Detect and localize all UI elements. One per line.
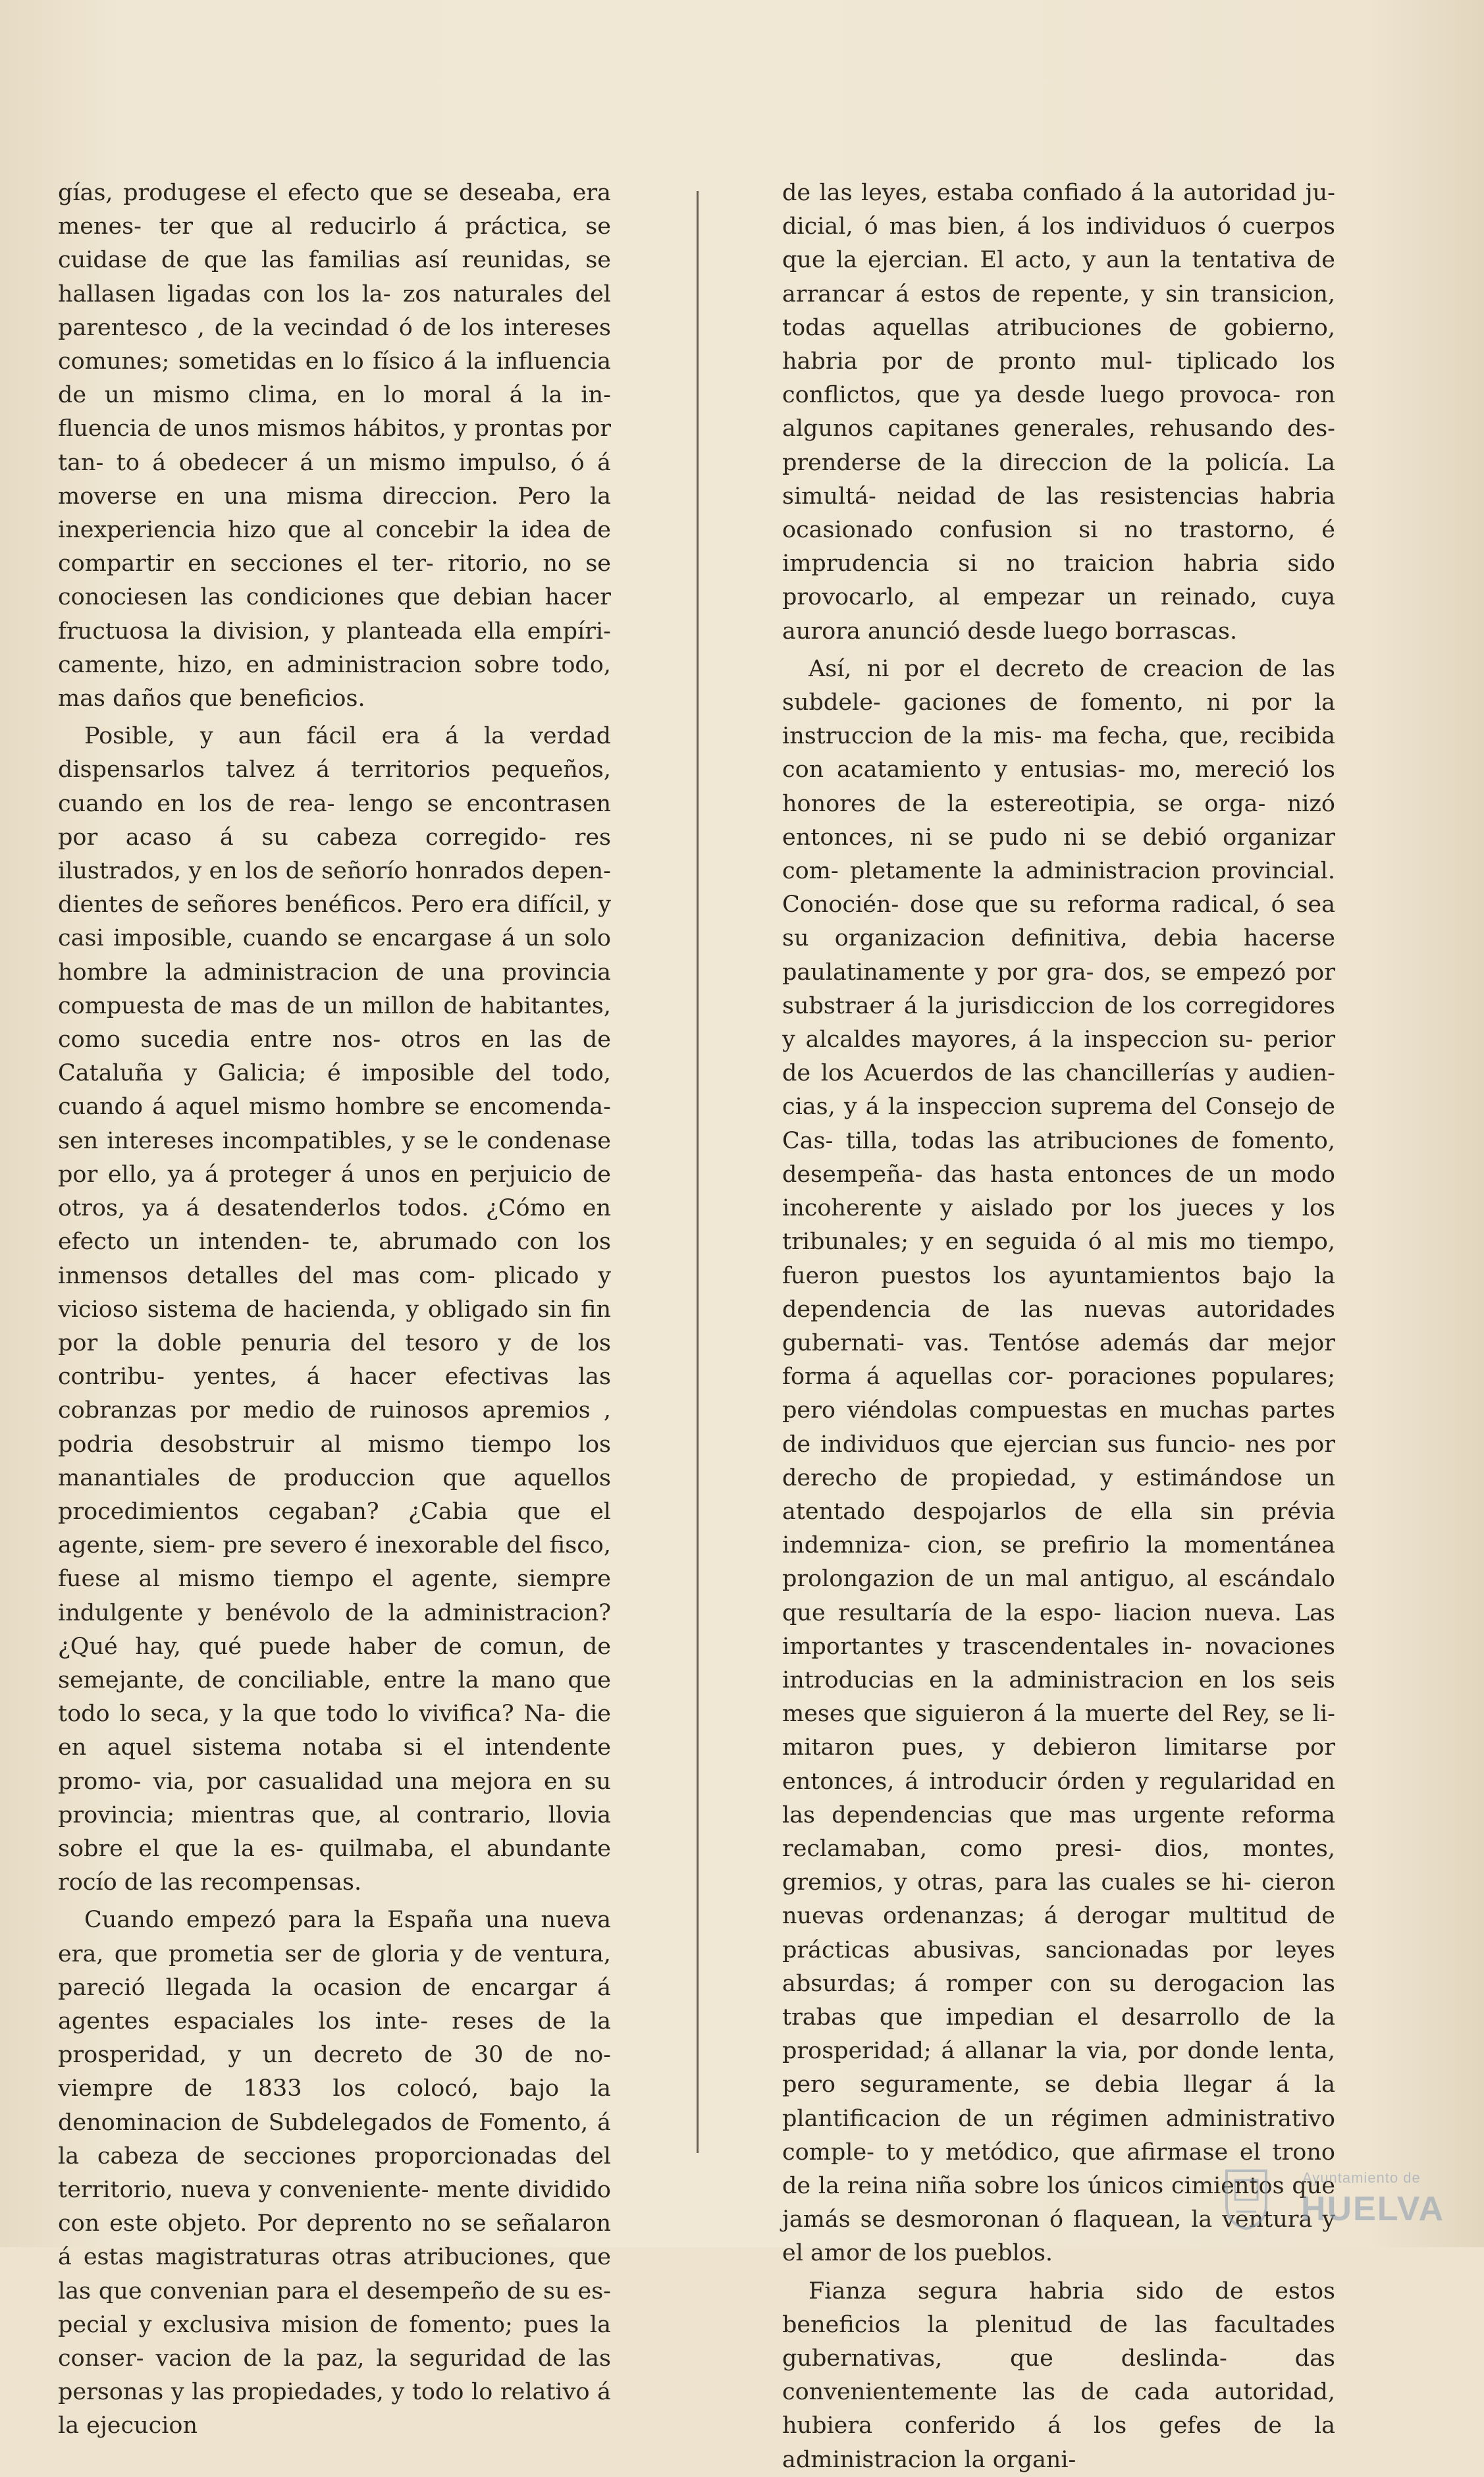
- right-paragraph-1: de las leyes, estaba confiado á la autoridad ju- dicial, ó mas bien, á los individuos ó cuerpos que la ejercian. El acto, y aun la tentativa de arrancar á estos de repente, y sin transicion, todas aquellas atribuciones de gobierno, habria por de pronto mul- tiplicado los conflictos, que ya desde luego provoca- ron algunos capitanes generales, rehusando des- prenderse de la direccion de la policía. La simultá- neidad de las resistencias habria ocasionado confusion si no trastorno, é imprudencia si no traicion habria sido provocarlo, al empezar un reinado, cuya aurora anunció desde luego borrascas.: [782, 180, 1335, 645]
- left-column: [58, 176, 611, 2443]
- left-paragraph-1: gías, produgese el efecto que se deseaba, era menes- ter que al reducirlo á práctica, se cuidase de que las familias así reunidas, se hallasen ligadas con los la- zos naturales del parentesco , de la vecindad ó de los intereses comunes; sometidas en lo físico á la influencia de un mismo clima, en lo moral á la in- fluencia de unos mismos hábitos, y prontas por tan- to á obedecer á un mismo impulso, ó á moverse en una misma direccion. Pero la inexperiencia hizo que al concebir la idea de compartir en secciones el ter- ritorio, no se conociesen las condiciones que debian hacer fructuosa la division, y planteada ella empíri- camente, hizo, en administracion sobre todo, mas daños que beneficios.: [58, 180, 611, 712]
- watermark: [1223, 2162, 1473, 2241]
- right-column: [782, 176, 1335, 2477]
- right-paragraph-2: Así, ni por el decreto de creacion de las subdele- gaciones de fomento, ni por la instruccion de la mis- ma fecha, que, recibida con acatamiento y entusias- mo, mereció los honores de la estereotipia, se orga- nizó entonces, ni se pudo ni se debió organizar com- pletamente la administracion provincial. Conocién- dose que su reforma radical, ó sea su organizacion definitiva, debia hacerse paulatinamente y por gra- dos, se empezó por substraer á la jurisdiccion de los corregidores y alcaldes mayores, á la inspeccion su- perior de los Acuerdos de las chancillerías y audien- cias, y á la inspeccion suprema del Consejo de Cas- tilla, todas las atribuciones de fomento, desempeña- das hasta entonces de un modo incoherente y aislado por los jueces y los tribunales; y en seguida ó al mis mo tiempo, fueron puestos los ayuntamientos bajo la dependencia de las nuevas autoridades gubernati- vas. Tentóse además dar mejor forma á aquellas cor- poraciones populares; pero viéndolas compuestas en muchas partes de individuos que ejercian sus funcio- nes por derecho de propiedad, y estimándose un atentado despojarlos de ella sin prévia indemniza- cion, se prefirio la momentánea prolongazion de un mal antiguo, al escándalo que resultaría de la espo- liacion nueva. Las importantes y trascendentales in- novaciones introducias en la administracion en los seis meses que siguieron á la muerte del Rey, se li- mitaron pues, y debieron limitarse por entonces, á introducir órden y regularidad en las dependencias que mas urgente reforma reclamaban, como presi- dios, montes, gremios, y otras, para las cuales se hi- cieron nuevas ordenanzas; á derogar multitud de prácticas abusivas, sancionadas por leyes absurdas; á romper con su derogacion las trabas que impedian el desarrollo de la prosperidad; á allanar la via, por donde lenta, pero seguramente, se debia llegar á la plantificacion de un régimen administrativo comple- to y metódico, que afirmase el trono de la reina niña sobre los únicos cimientos que jamás se desmoronan ó flaquean, la ventura y el amor de los pueblos.: [782, 655, 1335, 2267]
- right-paragraph-3: Fianza segura habria sido de estos beneficios la plenitud de las facultades gubernativas, que deslinda- das convenientemente las de cada autoridad, hubiera conferido á los gefes de la administracion la organi-: [782, 2277, 1335, 2473]
- left-paragraph-2: Posible, y aun fácil era á la verdad dispensarlos talvez á territorios pequeños, cuando en los de rea- lengo se encontrasen por acaso á su cabeza corregido- res ilustrados, y en los de señorío honrados depen- dientes de señores benéficos. Pero era difícil, y casi imposible, cuando se encargase á un solo hombre la administracion de una provincia compuesta de mas de un millon de habitantes, como sucedia entre nos- otros en las de Cataluña y Galicia; é imposible del todo, cuando á aquel mismo hombre se encomenda- sen intereses incompatibles, y se le condenase por ello, ya á proteger á unos en perjuicio de otros, ya á desatenderlos todos. ¿Cómo en efecto un intenden- te, abrumado con los inmensos detalles del mas com- plicado y vicioso sistema de hacienda, y obligado sin fin por la doble penuria del tesoro y de los contribu- yentes, á hacer efectivas las cobranzas por medio de ruinosos apremios , podria desobstruir al mismo tiempo los manantiales de produccion que aquellos procedimientos cegaban? ¿Cabia que el agente, siem- pre severo é inexorable del fisco, fuese al mismo tiempo el agente, siempre indulgente y benévolo de la administracion? ¿Qué hay, qué puede haber de comun, de semejante, de conciliable, entre la mano que todo lo seca, y la que todo lo vivifica? Na- die en aquel sistema notaba si el intendente promo- via, por casualidad una mejora en su provincia; mientras que, al contrario, llovia sobre el que la es- quilmaba, el abundante rocío de las recompensas.: [58, 723, 611, 1896]
- left-paragraph-3: Cuando empezó para la España una nueva era, que prometia ser de gloria y de ventura, pareció llegada la ocasion de encargar á agentes espaciales los inte- reses de la prosperidad, y un decreto de 30 de no- viempre de 1833 los colocó, bajo la denominacion de Subdelegados de Fomento, á la cabeza de secciones proporcionadas del territorio, nueva y conveniente- mente dividido con este objeto. Por deprento no se señalaron á estas magistraturas otras atribuciones, que las que convenian para el desempeño de su es- pecial y exclusiva mision de fomento; pues la conser- vacion de la paz, la seguridad de las personas y las propiedades, y todo lo relativo á la ejecucion: [58, 1907, 611, 2439]
- column-divider: [697, 191, 699, 2153]
- watermark-line1: Ayuntamiento de: [1302, 2170, 1421, 2186]
- watermark-line2: HUELVA: [1301, 2190, 1445, 2228]
- coat-of-arms-icon: [1223, 2166, 1269, 2231]
